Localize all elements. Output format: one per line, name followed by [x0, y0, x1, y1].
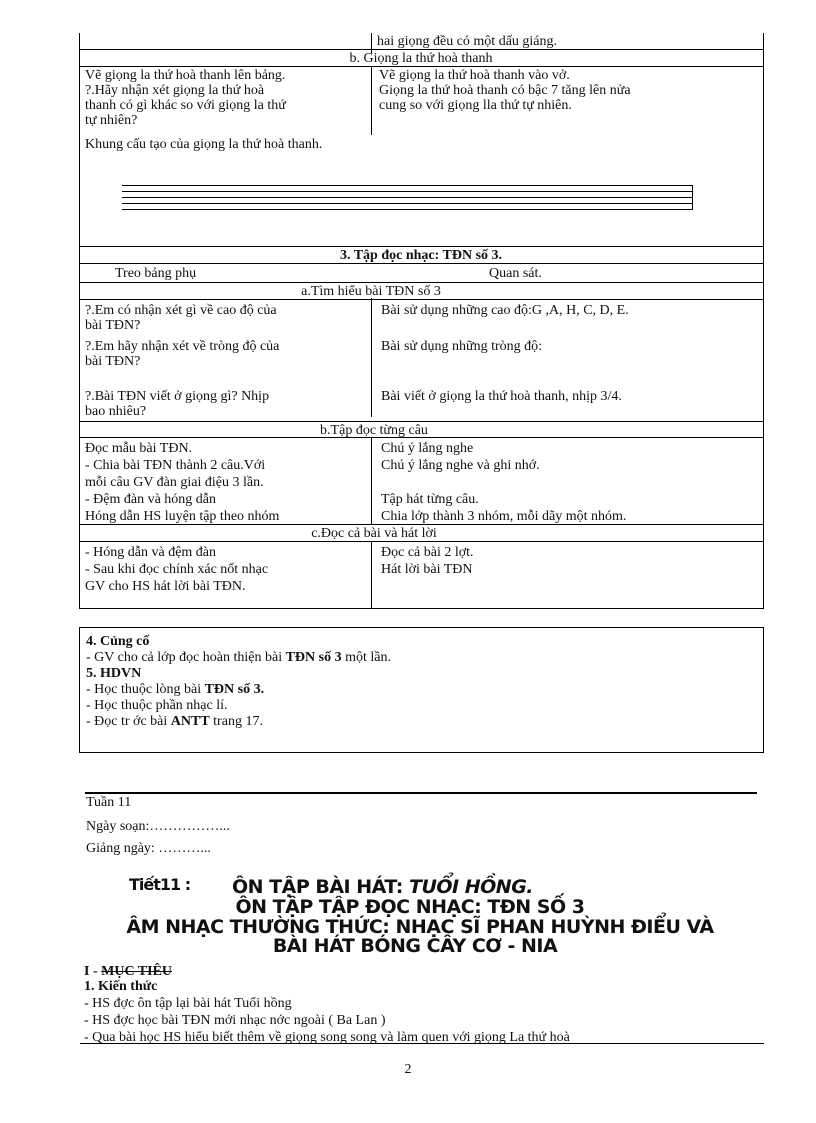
text-line: tự nhiên?	[85, 113, 138, 128]
continuation-text: hai giọng đều có một dấu giáng.	[377, 34, 558, 49]
objectives	[84, 964, 570, 1045]
answer-1: Bài sử dụng những cao độ:G ,A, H, C, D, E.	[381, 303, 629, 318]
prep-date: Ngày soạn:……………...	[86, 819, 230, 834]
text-line: bao nhiêu?	[85, 404, 147, 419]
text-line	[381, 474, 626, 491]
text-line: GV cho HS hát lời bài TĐN.	[85, 579, 246, 594]
section-a-header: a.Tìm hiểu bài TĐN số 3	[301, 284, 441, 299]
text-line: Hát lời bài TĐN	[381, 562, 473, 577]
frame-caption: Khung cấu tạo của giọng la thứ hoà thanh.	[85, 137, 323, 152]
column-divider	[371, 33, 372, 53]
row-line	[79, 299, 763, 300]
section-b-left	[85, 68, 286, 128]
cung-co-line	[86, 650, 391, 666]
tiet-label: Tiết11 :	[129, 875, 191, 894]
row-line	[79, 246, 763, 247]
column-divider	[371, 542, 372, 609]
row-line	[79, 49, 763, 50]
text-line: - Chia bài TĐN thành 2 câu.Với	[85, 458, 266, 473]
row-line	[79, 541, 763, 542]
lesson-separator	[85, 792, 757, 794]
objective-line: - Qua bài học HS hiểu biết thêm về giọng song song và làm quen với giọng La thứ hoà	[84, 1030, 570, 1045]
section-c-left	[85, 544, 268, 595]
column-divider	[371, 298, 372, 417]
teach-date: Giảng ngày: ………...	[86, 841, 211, 856]
summary-box	[79, 627, 764, 753]
text-line: Giọng la thứ hoà thanh có bậc 7 tăng lên nửa	[379, 83, 631, 98]
text-line: - Hóng dẫn và đệm đàn	[85, 545, 217, 560]
row-line	[79, 263, 763, 264]
text-span: - Đọc tr ớc bài	[86, 714, 171, 729]
text-line: Tập hát từng câu.	[381, 492, 479, 507]
text-line: - Đệm đàn và hóng dẫn	[85, 492, 217, 507]
text-span: - GV cho cả lớp đọc hoàn thiện bài	[86, 650, 286, 665]
section-c-right	[381, 544, 474, 578]
text-line: ?.Hãy nhận xét giọng la thứ hoà	[85, 83, 265, 98]
title-line-3: ÂM NHẠC THƯỜNG THỨC: NHẠC SĨ PHAN HUỲNH ĐIỂU VÀ	[126, 916, 714, 938]
text-line: Vẽ giọng la thứ hoà thanh vào vở.	[379, 68, 570, 83]
column-divider	[371, 67, 372, 135]
table-border-right	[763, 33, 764, 609]
text-span: I -	[84, 964, 102, 979]
section-c-header: c.Đọc cả bài và hát lời	[311, 526, 437, 541]
underline	[80, 1043, 764, 1044]
title-line-1	[232, 876, 602, 898]
section-3-title: 3. Tập đọc nhạc: TĐN số 3.	[339, 248, 503, 263]
objective-line: - HS đợc học bài TĐN mới nhạc nớc ngoài ( Ba Lan )	[84, 1013, 386, 1028]
text-line: bài TĐN?	[85, 354, 141, 369]
text-span: ÔN TẬP BÀI HÁT:	[232, 876, 410, 898]
text-span: ANTT	[170, 714, 210, 729]
text-span: TUỔI HỒNG.	[409, 876, 534, 898]
row-line	[79, 421, 763, 422]
text-line: Chú ý lắng nghe và ghi nhớ.	[381, 458, 540, 473]
text-line: ?.Em có nhận xét gì về cao độ của	[85, 303, 277, 318]
section-i-heading	[84, 964, 570, 979]
text-span: MỤC TIÊU	[101, 964, 173, 979]
text-span: một lần.	[341, 650, 391, 665]
text-line: bài TĐN?	[85, 318, 141, 333]
text-span: trang 17.	[209, 714, 263, 729]
hdvn-line-1	[86, 682, 391, 698]
row-line	[79, 608, 763, 609]
text-span: TĐN số 3.	[204, 682, 265, 697]
objective-line: - HS đợc ôn tập lại bài hát Tuổi hồng	[84, 996, 292, 1011]
answer-2: Bài sử dụng những tròng độ:	[381, 339, 543, 354]
text-line: Chú ý lắng nghe	[381, 441, 474, 456]
kien-thuc-heading: 1. Kiến thức	[84, 979, 158, 994]
music-staff	[122, 185, 693, 215]
table-border-left	[79, 33, 80, 609]
text-line: - Sau khi đọc chính xác nốt nhạc	[85, 562, 269, 577]
text-line: Hóng dẫn HS luyện tập theo nhóm	[85, 509, 280, 524]
week-label: Tuần 11	[86, 795, 132, 810]
text-line: Đọc cả bài 2 lợt.	[381, 545, 474, 560]
row-line	[79, 282, 763, 283]
text-span: TĐN số 3	[285, 650, 342, 665]
column-divider	[371, 438, 372, 525]
row-line	[79, 66, 763, 67]
title-line-2: ÔN TẬP TẬP ĐỌC NHẠC: TĐN SỐ 3	[235, 896, 585, 918]
page-number: 2	[404, 1062, 412, 1077]
text-line: ?.Em hãy nhận xét về tròng độ của	[85, 339, 280, 354]
hdvn-line-3	[86, 714, 391, 730]
text-span: - Học thuộc lòng bài	[86, 682, 205, 697]
text-line: Chia lớp thành 3 nhóm, mỗi dãy một nhóm.	[381, 509, 627, 524]
text-line: cung so với giọng lla thứ tự nhiên.	[379, 98, 572, 113]
section-b-right	[379, 68, 631, 113]
title-line-4: BÀI HÁT BÓNG CÂY CƠ - NIA	[272, 935, 558, 957]
hdvn-line-2: - Học thuộc phần nhạc lí.	[86, 698, 228, 713]
text-line: mỗi câu GV đàn giai điệu 3 lần.	[85, 475, 264, 490]
summary-content	[86, 634, 391, 730]
text-line: thanh có gì khác so với giọng la thứ	[85, 98, 286, 113]
text-line: Đọc mẫu bài TĐN.	[85, 441, 193, 456]
text-line: ?.Bài TĐN viết ở giọng gì? Nhịp	[85, 389, 270, 404]
hdvn-title: 5. HDVN	[86, 666, 142, 681]
question-1	[85, 303, 277, 333]
col-right-head: Quan sát.	[489, 266, 542, 281]
section-bb-left	[85, 440, 279, 525]
text-line: Vẽ giọng la thứ hoà thanh lên bảng.	[85, 68, 286, 83]
answer-3: Bài viết ở giọng la thứ hoà thanh, nhịp 3/4.	[381, 389, 622, 404]
staff-end-bar	[692, 185, 693, 209]
col-left-head: Treo bảng phụ	[115, 266, 197, 281]
question-3	[85, 389, 269, 419]
section-b-header: b. Giọng la thứ hoà thanh	[349, 51, 493, 66]
question-2	[85, 339, 279, 369]
section-bb-header: b.Tập đọc từng câu	[320, 423, 428, 438]
cung-co-title: 4. Củng cố	[86, 634, 150, 649]
section-bb-right	[381, 440, 626, 525]
